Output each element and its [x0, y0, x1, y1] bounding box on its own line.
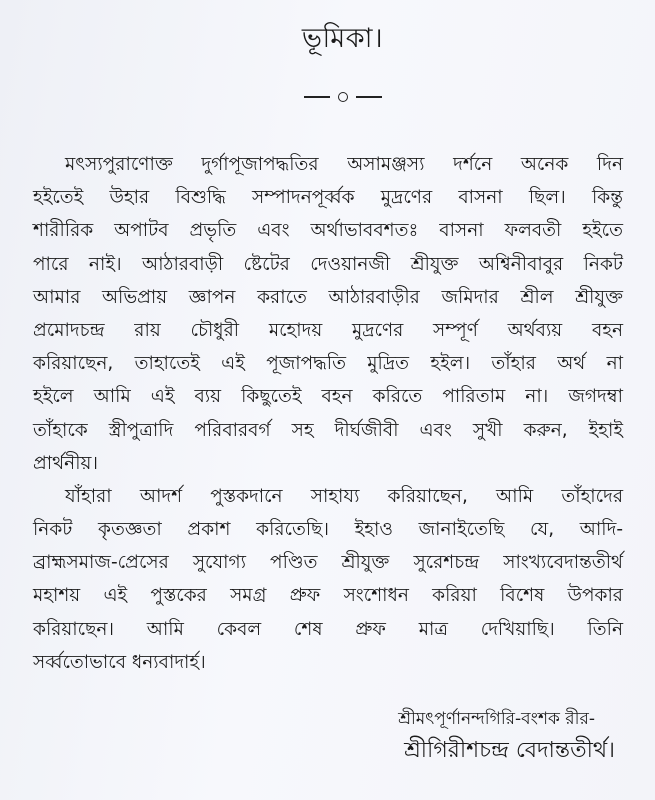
signature-lineage: শ্রীমৎপূর্ণানন্দগিরি-বংশক রীর-: [398, 709, 595, 729]
divider-circle-icon: [338, 92, 348, 102]
text-line: সর্ব্বতোভাবে ধন্যবাদার্হ।: [33, 651, 206, 673]
text-line: যাঁহারা আদর্শ পুস্তকদানে সাহায্য করিয়াছেন, আমি তাঁহাদের: [65, 485, 623, 507]
author-signature: [398, 704, 615, 768]
divider-dash-right: [356, 96, 382, 98]
preface-body: [33, 148, 623, 679]
text-line: প্রমোদচন্দ্র রায় চৌধুরী মহোদয় মুদ্রণের সম্পূর্ণ অর্থব্যয় বহন: [33, 319, 623, 341]
text-line: ব্রাহ্মসমাজ-প্রেসের সুযোগ্য পণ্ডিত শ্রীযুক্ত সুরেশচন্দ্র সাংখ্যবেদান্ততীর্থ: [33, 552, 623, 574]
text-line: আমার অভিপ্রায় জ্ঞাপন করাতে আঠারবাড়ীর জমিদার শ্রীল শ্রীযুক্ত: [33, 286, 623, 308]
text-line: তাঁহাকে স্ত্রীপুত্রাদি পরিবারবর্গ সহ দীর্ঘজীবী এবং সুখী করুন, ইহাই: [33, 419, 623, 441]
text-line: প্রার্থনীয়।: [33, 452, 99, 474]
text-line: মৎস্যপুরাণোক্ত দুর্গাপূজাপদ্ধতির অসামঞ্জস্য দর্শনে অনেক দিন: [65, 154, 623, 175]
text-line: হইতেই উহার বিশুদ্ধি সম্পাদনপূর্ব্বক মুদ্রণের বাসনা ছিল। কিন্তু: [33, 187, 623, 209]
text-line: মহাশয় এই পুস্তকের সমগ্র প্রুফ সংশোধন করিয়া বিশেষ উপকার: [33, 585, 623, 607]
text-line: করিয়াছেন। আমি কেবল শেষ প্রুফ মাত্র দেখিয়াছি। তিনি: [33, 618, 623, 640]
text-line: পারে নাই। আঠারবাড়ী ষ্টেটের দেওয়ানজী শ্রীযুক্ত অশ্বিনীবাবুর নিকট: [33, 253, 623, 275]
page-title: ভূমিকা।: [301, 23, 384, 54]
divider-dash-left: [304, 96, 330, 98]
ornamental-divider: [0, 92, 655, 102]
text-line: হইলে আমি এই ব্যয় কিছুতেই বহন করিতে পারিতাম না। জগদম্বা: [33, 386, 623, 408]
text-line: করিয়াছেন, তাহাতেই এই পূজাপদ্ধতি মুদ্রিত হইল। তাঁহার অর্থ না: [33, 353, 623, 375]
signature-name: শ্রীগিরীশচন্দ্র বেদান্ততীর্থ।: [404, 738, 615, 763]
text-line: নিকট কৃতজ্ঞতা প্রকাশ করিতেছি। ইহাও জানাইতেছি যে, আদি-: [33, 519, 623, 541]
text-line: শারীরিক অপাটব প্রভৃতি এবং অর্থাভাববশতঃ বাসনা ফলবতী হইতে: [33, 220, 623, 242]
